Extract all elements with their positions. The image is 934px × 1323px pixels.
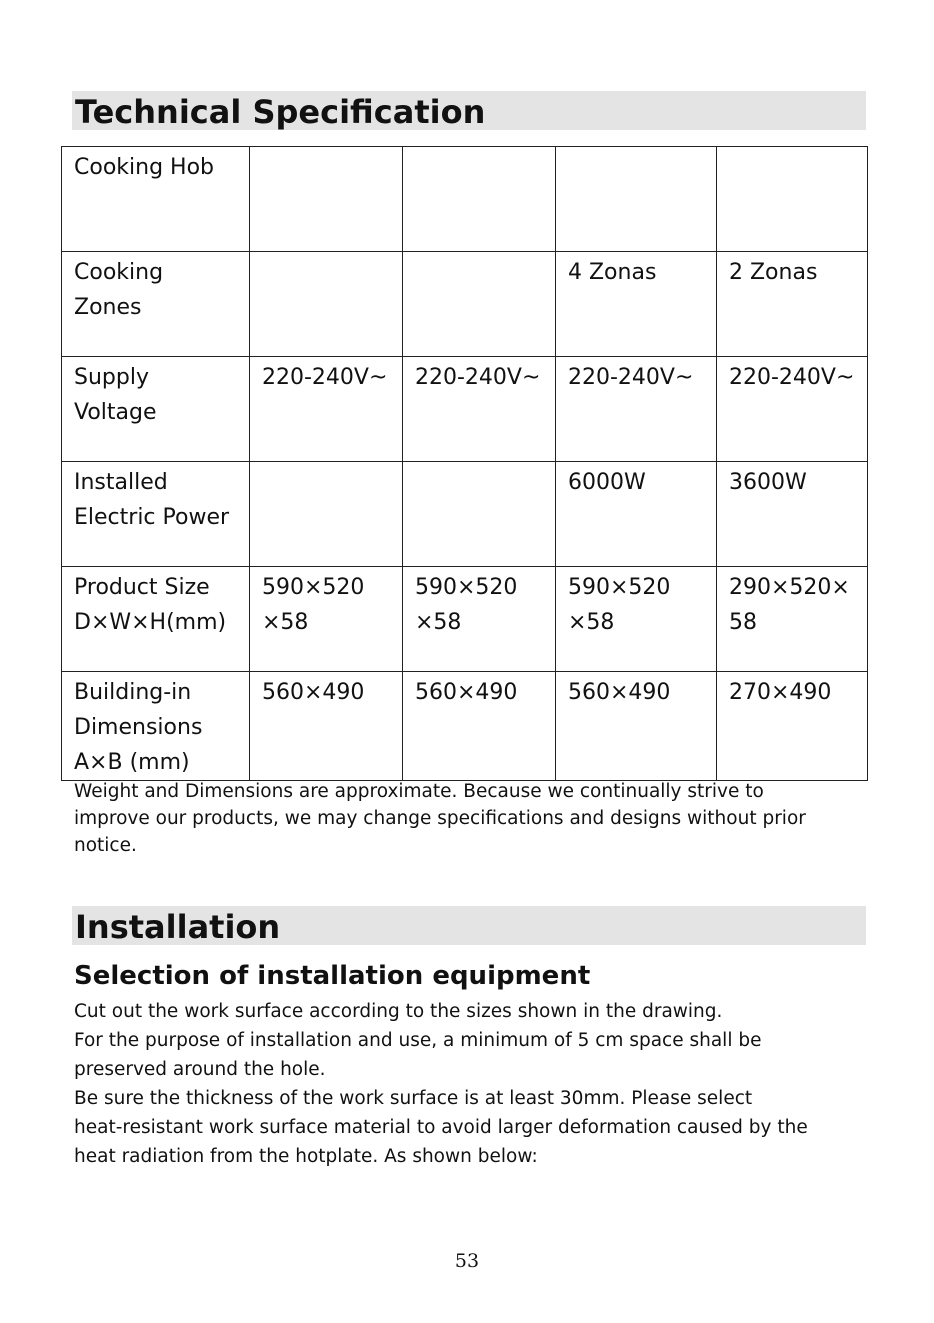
spec-label-cell xyxy=(62,147,250,252)
note-line: improve our products, we may change specifications and designs without prior xyxy=(74,808,806,829)
cell-line: 560×490 xyxy=(568,680,671,705)
cell-line: 270×490 xyxy=(729,680,832,705)
spec-row xyxy=(62,147,868,252)
spec-value xyxy=(250,462,402,465)
spec-value-cell xyxy=(717,252,868,357)
spec-value xyxy=(717,252,867,290)
spec-value-cell xyxy=(403,462,556,567)
instruction-line: Cut out the work surface according to the sizes shown in the drawing. xyxy=(74,1001,723,1022)
spec-value xyxy=(556,147,716,150)
spec-value-cell xyxy=(403,147,556,252)
spec-value-cell xyxy=(250,147,403,252)
spec-value-cell xyxy=(717,357,868,462)
spec-value xyxy=(403,672,555,710)
cell-line: Supply xyxy=(74,365,149,390)
spec-label xyxy=(62,462,249,535)
spec-value xyxy=(250,567,402,640)
spec-value xyxy=(556,357,716,395)
spec-value-cell xyxy=(556,567,717,672)
spec-label-cell xyxy=(62,567,250,672)
spec-value xyxy=(556,252,716,290)
cell-line: 220-240V~ xyxy=(262,365,388,390)
note-line: Weight and Dimensions are approximate. Because we continually strive to xyxy=(74,781,764,802)
spec-value xyxy=(403,147,555,150)
cell-line: 590×520 xyxy=(568,575,671,600)
spec-label-cell xyxy=(62,252,250,357)
spec-label-cell xyxy=(62,462,250,567)
spec-row xyxy=(62,462,868,567)
spec-value-cell xyxy=(403,567,556,672)
spec-label-cell xyxy=(62,672,250,781)
spec-value xyxy=(403,462,555,465)
spec-value-cell xyxy=(403,672,556,781)
page-number: 53 xyxy=(454,1250,480,1272)
spec-value-cell xyxy=(556,462,717,567)
cell-line: Electric Power xyxy=(74,505,230,530)
spec-value xyxy=(717,147,867,150)
instruction-line: heat-resistant work surface material to avoid larger deformation caused by the xyxy=(74,1117,808,1138)
spec-value xyxy=(250,147,402,150)
spec-value xyxy=(556,462,716,500)
spec-label xyxy=(62,147,249,185)
spec-row xyxy=(62,357,868,462)
cell-line: 560×490 xyxy=(415,680,518,705)
cell-line: Building-in xyxy=(74,680,192,705)
spec-value-cell xyxy=(403,252,556,357)
spec-value xyxy=(717,462,867,500)
cell-line: 590×520 xyxy=(415,575,518,600)
cell-line: ×58 xyxy=(568,610,615,635)
spec-label-cell xyxy=(62,357,250,462)
cell-line: ×58 xyxy=(262,610,309,635)
specification-table xyxy=(61,146,868,781)
cell-line: D×W×H(mm) xyxy=(74,610,227,635)
cell-line: 2 Zonas xyxy=(729,260,818,285)
cell-line: Product Size xyxy=(74,575,210,600)
spec-value xyxy=(403,567,555,640)
cell-line: A×B (mm) xyxy=(74,750,190,775)
note-line: notice. xyxy=(74,835,137,856)
spec-label xyxy=(62,567,249,640)
spec-value xyxy=(250,672,402,710)
instruction-line: preserved around the hole. xyxy=(74,1059,326,1080)
spec-value xyxy=(403,252,555,255)
spec-label xyxy=(62,672,249,780)
instruction-line: For the purpose of installation and use, a minimum of 5 cm space shall be xyxy=(74,1030,762,1051)
cell-line: 220-240V~ xyxy=(415,365,541,390)
spec-value xyxy=(717,567,867,640)
spec-value-cell xyxy=(250,462,403,567)
cell-line: 590×520 xyxy=(262,575,365,600)
instruction-line: Be sure the thickness of the work surface is at least 30mm. Please select xyxy=(74,1088,753,1109)
spec-value xyxy=(556,672,716,710)
cell-line: 3600W xyxy=(729,470,807,495)
spec-value xyxy=(717,357,867,395)
spec-value-cell xyxy=(717,567,868,672)
spec-row xyxy=(62,672,868,781)
cell-line: Zones xyxy=(74,295,142,320)
cell-line: 290×520× xyxy=(729,575,850,600)
cell-line: 220-240V~ xyxy=(729,365,855,390)
spec-value-cell xyxy=(250,357,403,462)
cell-line: Installed xyxy=(74,470,168,495)
spec-label xyxy=(62,252,249,325)
installation-heading: Installation xyxy=(72,906,866,945)
cell-line: Voltage xyxy=(74,400,157,425)
spec-value-cell xyxy=(556,672,717,781)
spec-label xyxy=(62,357,249,430)
cell-line: Cooking xyxy=(74,260,164,285)
cell-line: ×58 xyxy=(415,610,462,635)
spec-value-cell xyxy=(250,672,403,781)
spec-value-cell xyxy=(556,357,717,462)
spec-value-cell xyxy=(250,252,403,357)
instruction-line: heat radiation from the hotplate. As shown below: xyxy=(74,1146,538,1167)
cell-line: 4 Zonas xyxy=(568,260,657,285)
spec-value xyxy=(403,357,555,395)
spec-value-cell xyxy=(556,147,717,252)
spec-value-cell xyxy=(717,462,868,567)
dimensions-note xyxy=(74,778,874,859)
cell-line: 220-240V~ xyxy=(568,365,694,390)
technical-specification-heading: Technical Specification xyxy=(72,91,866,130)
spec-value xyxy=(717,672,867,710)
cell-line: Cooking Hob xyxy=(74,155,215,180)
spec-row xyxy=(62,252,868,357)
cell-line: Dimensions xyxy=(74,715,203,740)
spec-value-cell xyxy=(717,672,868,781)
spec-value-cell xyxy=(556,252,717,357)
spec-value-cell xyxy=(403,357,556,462)
cell-line: 58 xyxy=(729,610,757,635)
spec-value xyxy=(250,252,402,255)
spec-row xyxy=(62,567,868,672)
spec-value-cell xyxy=(717,147,868,252)
spec-value-cell xyxy=(250,567,403,672)
spec-value xyxy=(250,357,402,395)
cell-line: 560×490 xyxy=(262,680,365,705)
cell-line: 6000W xyxy=(568,470,646,495)
spec-value xyxy=(556,567,716,640)
installation-instructions xyxy=(74,997,874,1171)
selection-subheading: Selection of installation equipment xyxy=(74,961,591,991)
